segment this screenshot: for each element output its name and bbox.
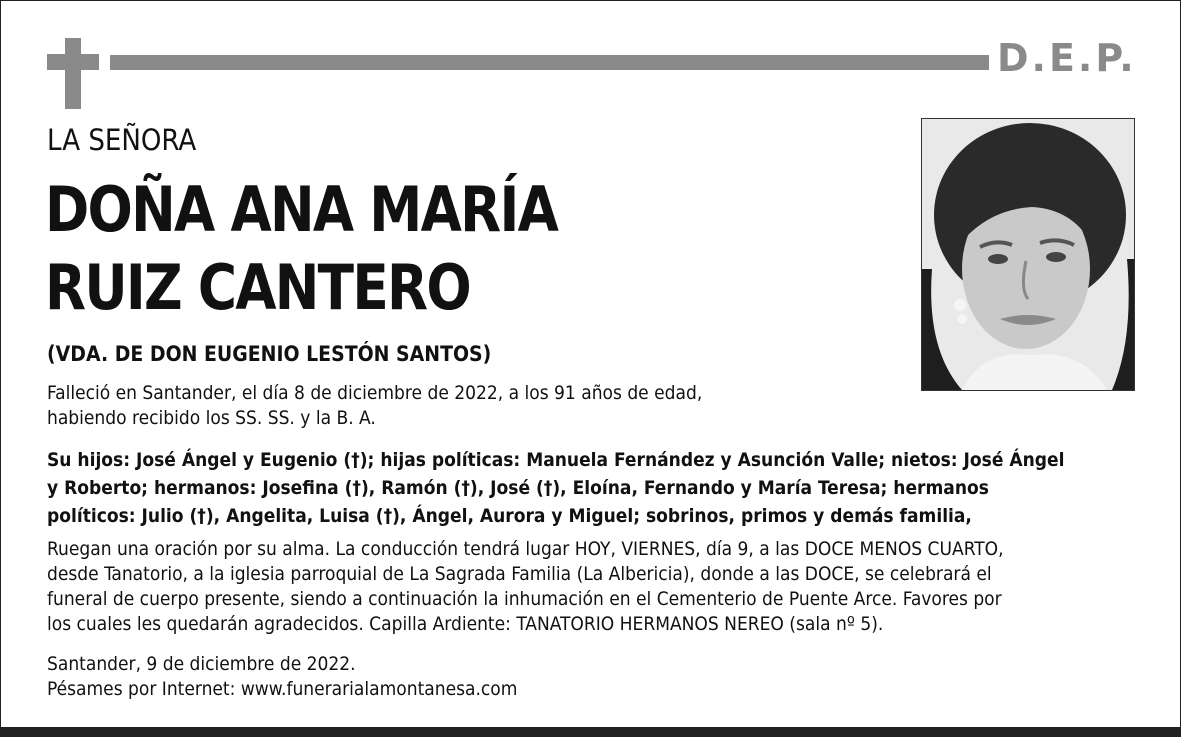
death-details-line2: habiendo recibido los SS. SS. y la B. A. <box>47 407 376 429</box>
death-details-line1: Falleció en Santander, el día 8 de diciembre de 2022, a los 91 años de edad, <box>47 382 703 404</box>
funeral-info-line4: los cuales les quedarán agradecidos. Capilla Ardiente: TANATORIO HERMANOS NEREO (sala nº 5). <box>47 613 884 635</box>
deceased-name-line1: DOÑA ANA MARÍA <box>45 173 558 246</box>
cross-vertical <box>65 38 81 109</box>
header-rule <box>110 55 989 70</box>
title-prefix: LA SEÑORA <box>47 123 197 157</box>
widow-of-line: (VDA. DE DON EUGENIO LESTÓN SANTOS) <box>47 342 492 366</box>
condolences-web-link[interactable]: Pésames por Internet: www.funerarialamontanesa.com <box>47 678 518 700</box>
funeral-info-line1: Ruegan una oración por su alma. La conducción tendrá lugar HOY, VIERNES, día 9, a las DOCE MENOS CUARTO, <box>47 538 1004 560</box>
deceased-name-line2: RUIZ CANTERO <box>45 251 470 324</box>
funeral-info-line3: funeral de cuerpo presente, siendo a continuación la inhumación en el Cementerio de Puente Arce. Favores por <box>47 588 1002 610</box>
portrait-illustration <box>922 119 1134 390</box>
place-date: Santander, 9 de diciembre de 2022. <box>47 653 356 675</box>
bottom-border <box>0 727 1181 737</box>
family-line3: políticos: Julio (†), Angelita, Luisa (†), Ángel, Aurora y Miguel; sobrinos, primos y demás familia, <box>47 505 972 527</box>
dep-label: D.E.P. <box>997 36 1137 80</box>
family-line1: Su hijos: José Ángel y Eugenio (†); hijas políticas: Manuela Fernández y Asunción Valle; nietos: José Ángel <box>47 449 1065 471</box>
cross-horizontal <box>47 54 99 70</box>
family-line2: y Roberto; hermanos: Josefina (†), Ramón (†), José (†), Eloína, Fernando y María Teresa; hermanos <box>47 477 989 499</box>
portrait-photo <box>921 118 1135 391</box>
funeral-info-line2: desde Tanatorio, a la iglesia parroquial de La Sagrada Familia (La Albericia), donde a las DOCE, se celebrará el <box>47 563 992 585</box>
